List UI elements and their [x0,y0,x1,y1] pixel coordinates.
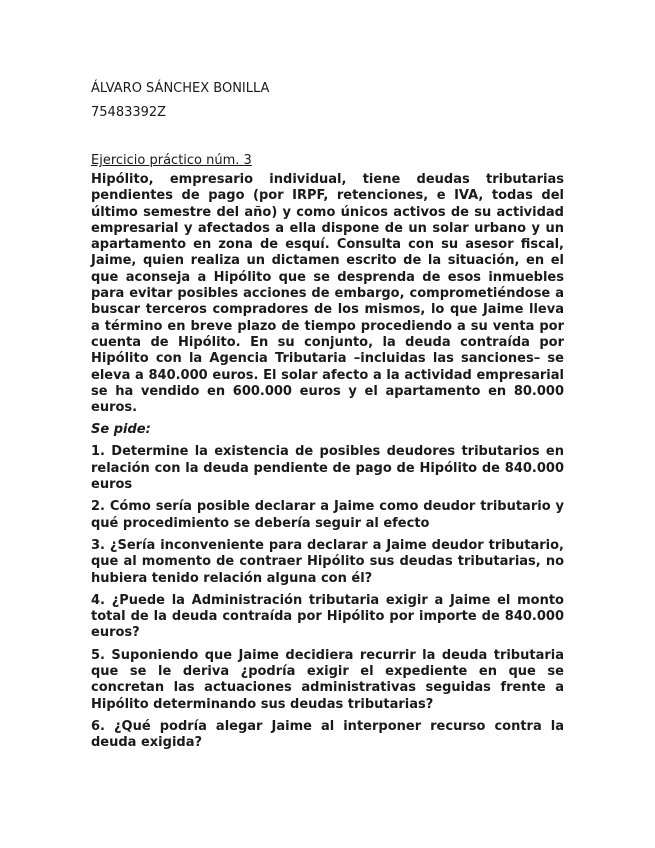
question-item: 2. Cómo sería posible declarar a Jaime como deudor tributario y qué procedimiento se debería seguir al efecto [91,499,564,531]
exercise-title: Ejercicio práctico núm. 3 [91,153,252,168]
se-pide-label: Se pide: [91,422,151,438]
document-page [91,80,564,752]
question-item: 4. ¿Puede la Administración tributaria exigir a Jaime el monto total de la deuda contraída por Hipólito por importe de 840.000 euros? [91,592,564,641]
question-item: 6. ¿Qué podría alegar Jaime al interponer recurso contra la deuda exigida? [91,718,564,751]
exercise-statement: Hipólito, empresario individual, tiene deudas tributarias pendientes de pago (por IRPF, retenciones, e IVA, todas del último semestre del año) y como únicos activos de su actividad empresarial y afectados a ella dispone de un solar urbano y un apartamento en zona de esquí. Consulta con su asesor fiscal, Jaime, quien realiza un dictamen escrito de la situación, en el que aconseja a Hipólito que se desprenda de esos inmuebles para evitar posibles acciones de embargo, comprometiéndose a buscar terceros compradores de los mismos, lo que Jaime lleva a término en breve plazo de tiempo procediendo a su venta por cuenta de Hipólito. En su conjunto, la deuda contraída por Hipólito con la Agencia Tributaria –incluidas las sanciones– se eleva a 840.000 euros. El solar afecto a la actividad empresarial se ha vendido en 600.000 euros y el apartamento en 80.000 euros. [91,172,564,416]
question-item: 5. Suponiendo que Jaime decidiera recurrir la deuda tributaria que se le deriva ¿podría exigir el expediente en que se concretan las actuaciones administrativas seguidas frente a Hipólito determinando sus deudas tributarias? [91,647,564,712]
question-item: 3. ¿Sería inconveniente para declarar a Jaime deudor tributario, que al momento de contraer Hipólito sus deudas tributarias, no hubiera tenido relación alguna con él? [91,537,564,586]
id-number: 75483392Z [91,105,167,120]
author-name: ÁLVARO SÁNCHEX BONILLA [91,81,270,96]
question-list [91,444,564,751]
question-item: 1. Determine la existencia de posibles deudores tributarios en relación con la deuda pendiente de pago de Hipólito de 840.000 euros [91,444,564,493]
